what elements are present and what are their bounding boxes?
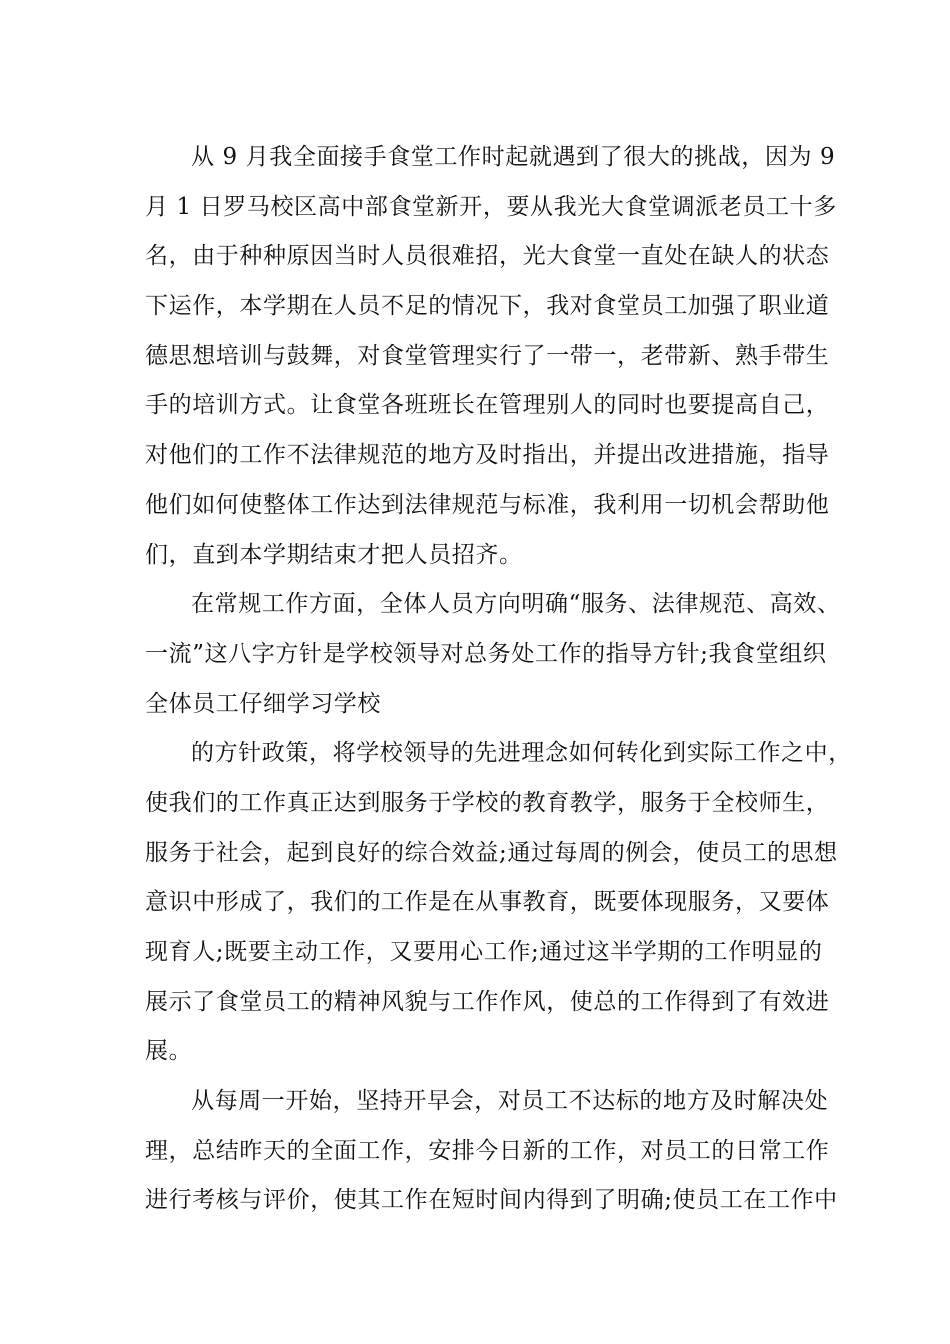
text-line: 服务于社会，起到良好的综合效益;通过每周的例会，使员工的思想 [145, 839, 838, 866]
text-line: 一流”这八字方针是学校领导对总务处工作的指导方针;我食堂组织 [145, 640, 827, 667]
text-line: 展示了食堂员工的精神风貌与工作作风，使总的工作得到了有效进 [145, 988, 830, 1015]
body-text [145, 133, 852, 1226]
text-line: 名，由于种种原因当时人员很难招，光大食堂一直处在缺人的状态 [145, 243, 830, 270]
text-line: 在常规工作方面，全体人员方向明确“服务、法律规范、高效、 [191, 591, 841, 618]
text-line: 他们如何使整体工作达到法律规范与标准，我利用一切机会帮助他 [145, 491, 830, 518]
text-line: 月 1 日罗马校区高中部食堂新开，要从我光大食堂调派老员工十多 [145, 193, 837, 220]
text-line: 对他们的工作不法律规范的地方及时指出，并提出改进措施，指导 [145, 442, 830, 469]
text-line: 意识中形成了，我们的工作是在从事教育，既要体现服务，又要体 [145, 889, 830, 916]
text-line: 理，总结昨天的全面工作，安排今日新的工作，对员工的日常工作 [145, 1137, 830, 1164]
text-line: 们，直到本学期结束才把人员招齐。 [145, 541, 523, 568]
text-line: 下运作，本学期在人员不足的情况下，我对食堂员工加强了职业道 [145, 293, 830, 320]
text-line: 德思想培训与鼓舞，对食堂管理实行了一带一，老带新、熟手带生 [145, 342, 830, 369]
text-line: 全体员工仔细学习学校 [145, 690, 381, 717]
text-line: 展。 [145, 1038, 193, 1065]
text-line: 使我们的工作真正达到服务于学校的教育教学，服务于全校师生， [145, 789, 830, 816]
text-line: 的方针政策，将学校领导的先进理念如何转化到实际工作之中， [191, 740, 852, 767]
text-line: 现育人;既要主动工作，又要用心工作;通过这半学期的工作明显的 [145, 939, 823, 965]
text-line: 进行考核与评价，使其工作在短时间内得到了明确;使员工在工作中 [145, 1187, 838, 1214]
text-line: 手的培训方式。让食堂各班班长在管理别人的同时也要提高自己， [145, 392, 830, 419]
text-line: 从 9 月我全面接手食堂工作时起就遇到了很大的挑战，因为 9 [191, 144, 836, 170]
text-line: 从每周一开始，坚持开早会，对员工不达标的地方及时解决处 [191, 1088, 829, 1115]
